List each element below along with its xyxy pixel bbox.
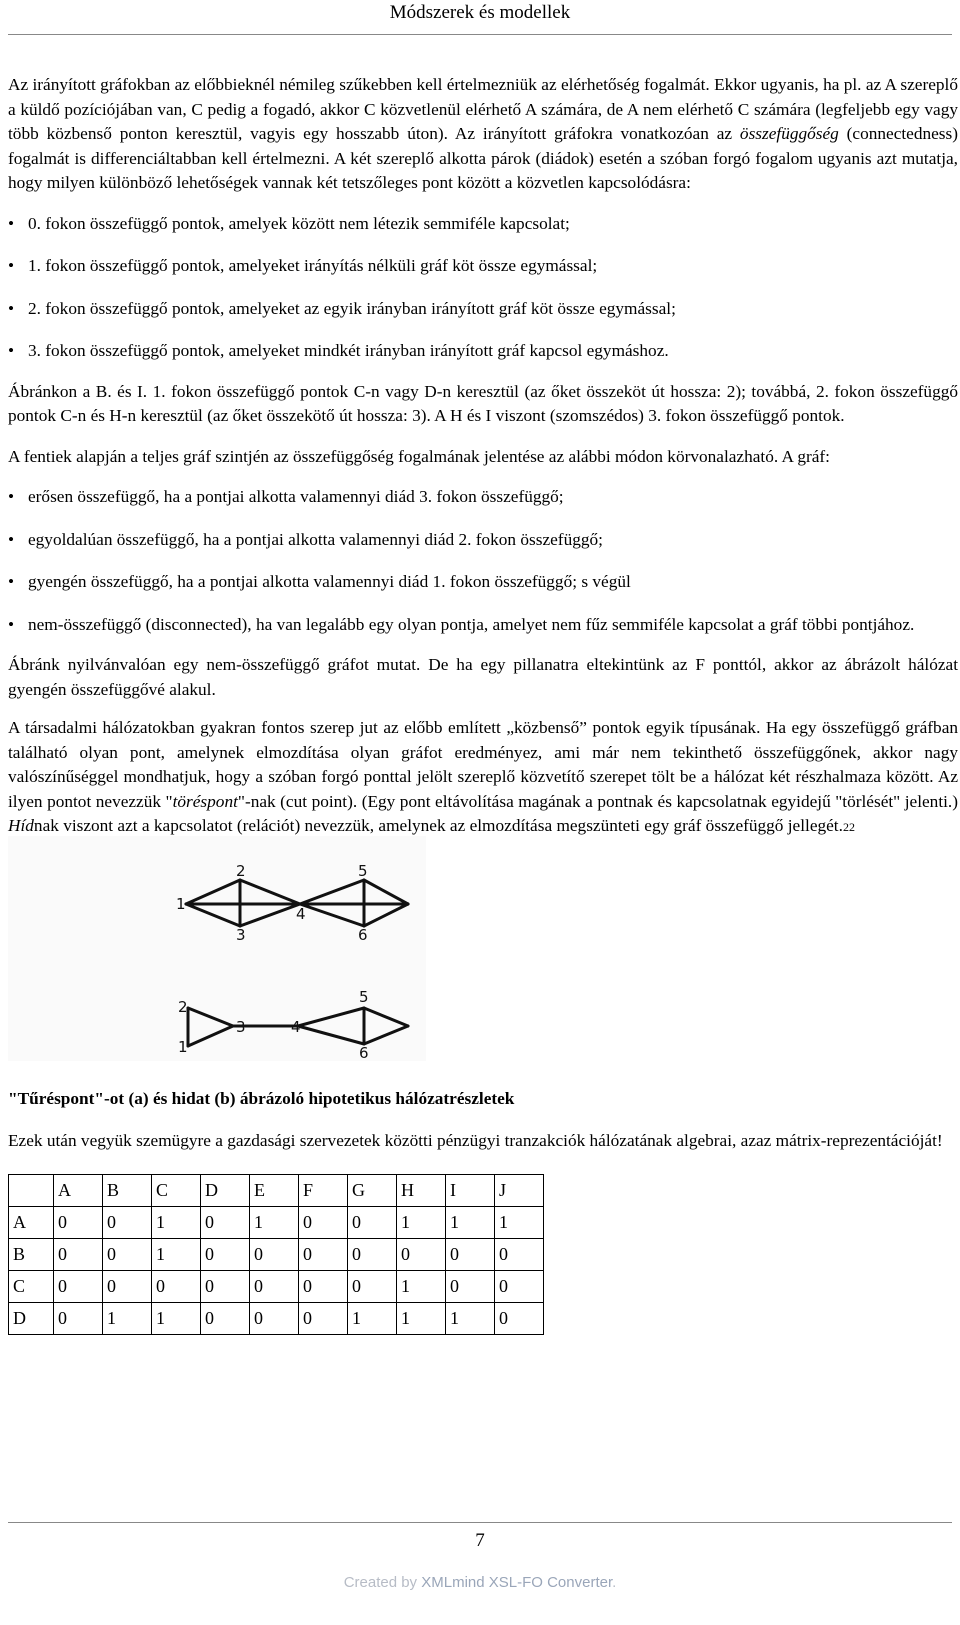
table-cell: 0 [54, 1238, 103, 1270]
list-item: • 3. fokon összefüggő pontok, amelyeket mindkét irányban irányított gráf kapcsol egymáshoz. [8, 339, 958, 364]
paragraph-reachability [8, 73, 958, 196]
table-header-cell: D [201, 1174, 250, 1206]
table-cell: 0 [250, 1302, 299, 1334]
table-header-cell: J [495, 1174, 544, 1206]
table-cell: 1 [103, 1302, 152, 1334]
table-cell: 1 [397, 1302, 446, 1334]
creator-brand-link[interactable]: XMLmind XSL-FO Converter [421, 1574, 613, 1591]
italic-term: Híd [8, 816, 34, 835]
creator-period: . [612, 1574, 617, 1591]
row-label-cell: A [9, 1206, 54, 1238]
italic-term: töréspont [172, 791, 238, 811]
list-item: • 2. fokon összefüggő pontok, amelyeket az egyik irányban irányított gráf köt össze egymással; [8, 297, 958, 322]
paragraph-text: (connectedness) fogalmát is differenciáltabban kell értelmezni. A két szereplő alkotta párok (diádok) esetén a szóban forgó fogalom ugyanis azt mutatja, hogy milyen különböző lehetőségek vannak két tetszőleges pont között a közvetlen kapcsolódásra: [8, 124, 958, 192]
table-cell: 0 [348, 1270, 397, 1302]
graph-node-label: 1 [178, 1037, 188, 1056]
graph-node-label: 4 [296, 904, 306, 923]
table-cell: 0 [201, 1270, 250, 1302]
table-header-cell: A [54, 1174, 103, 1206]
graph-node-label: 2 [236, 861, 246, 880]
table-cell: 0 [446, 1270, 495, 1302]
table-cell: 1 [446, 1206, 495, 1238]
table-cell: 1 [495, 1206, 544, 1238]
table-header-cell: I [446, 1174, 495, 1206]
list-item: • 1. fokon összefüggő pontok, amelyeket irányítás nélküli gráf köt össze egymással; [8, 254, 958, 279]
adjacency-matrix [8, 1174, 544, 1335]
table-cell: 0 [250, 1238, 299, 1270]
table-cell: 1 [446, 1302, 495, 1334]
table-cell: 1 [397, 1206, 446, 1238]
list-item: • gyengén összefüggő, ha a pontjai alkotta valamennyi diád 1. fokon összefüggő; s végül [8, 570, 958, 595]
row-label-cell: B [9, 1238, 54, 1270]
paragraph-matrix-intro: Ezek után vegyük szemügyre a gazdasági szervezetek közötti pénzügyi tranzakciók hálózatának algebrai, azaz mátrix-reprezentációját! [8, 1131, 943, 1150]
table-cell: 0 [495, 1270, 544, 1302]
table-cell: 1 [152, 1206, 201, 1238]
table-cell: 0 [201, 1238, 250, 1270]
row-label-cell: D [9, 1302, 54, 1334]
graph-node-label: 3 [236, 925, 246, 944]
table-header-cell [9, 1174, 54, 1206]
table-cell: 1 [348, 1302, 397, 1334]
table-row [9, 1238, 544, 1270]
table-cell: 0 [54, 1302, 103, 1334]
footer-rule [8, 1522, 952, 1523]
connectivity-list [8, 485, 958, 637]
table-cell: 0 [299, 1238, 348, 1270]
paragraph-example: Ábránkon a B. és I. 1. fokon összefüggő pontok C-n vagy D-n keresztül (az őket összeköt út hossza: 2); továbbá, 2. fokon összefüggő pontok C-n és H-n keresztül (az őket összekötő út hossza: 3). A H és I viszont (szomszédos) 3. fokon összefüggő pontok. [8, 381, 958, 425]
table-cell: 0 [397, 1238, 446, 1270]
paragraph-text: Az irányított gráfokban az előbbieknél némileg szűkebben kell értelmezniük az elérhetőség fogalmát. Ekkor ugyanis, ha pl. az A szereplő a küldő pozíciójában van, C pedig a fogadó, akkor C közvetlenül elérhető A számára, de A nem elérhető C számára (legfeljebb egy vagy több közbenső ponton keresztül, vagyis egy hosszabb úton). Az irányított gráfokra vonatkozóan az [8, 75, 958, 143]
table-header-cell: E [250, 1174, 299, 1206]
creator-text: Created by [343, 1574, 422, 1591]
table-header-cell: C [152, 1174, 201, 1206]
table-cell: 0 [299, 1302, 348, 1334]
table-cell: 0 [495, 1302, 544, 1334]
table-cell: 0 [495, 1238, 544, 1270]
table-cell: 0 [152, 1270, 201, 1302]
table-cell: 0 [201, 1302, 250, 1334]
degree-list [8, 212, 958, 364]
graph-node-label: 6 [358, 925, 368, 944]
table-cell: 0 [299, 1270, 348, 1302]
table-cell: 0 [103, 1206, 152, 1238]
graph-node-label: 6 [359, 1043, 369, 1061]
table-cell: 1 [152, 1302, 201, 1334]
table-cell: 0 [446, 1238, 495, 1270]
table-header-cell: G [348, 1174, 397, 1206]
table-header-cell: F [299, 1174, 348, 1206]
running-header: Módszerek és modellek [389, 2, 571, 23]
network-diagrams [8, 836, 438, 1061]
table-cell: 0 [348, 1238, 397, 1270]
page-number: 7 [475, 1530, 485, 1551]
graph-node-label: 5 [359, 987, 369, 1006]
table-row [9, 1302, 544, 1334]
paragraph-text: "-nak (cut point). (Egy pont eltávolítása magának a pontnak és kapcsolatnak egyidejű "törlését" jelenti.) [237, 791, 958, 811]
table-header-cell: H [397, 1174, 446, 1206]
table-row [9, 1270, 544, 1302]
paragraph-graph-level: A fentiek alapján a teljes gráf szintjén az összefüggőség fogalmának jelentése az alábbi módon körvonalazható. A gráf: [8, 446, 830, 466]
table-cell: 0 [299, 1206, 348, 1238]
list-item: • erősen összefüggő, ha a pontjai alkotta valamennyi diád 3. fokon összefüggő; [8, 485, 958, 510]
table-cell: 0 [201, 1206, 250, 1238]
table-cell: 0 [54, 1270, 103, 1302]
graph-node-label: 2 [178, 997, 188, 1016]
table-cell: 1 [250, 1206, 299, 1238]
header-rule [8, 34, 952, 35]
table-cell: 1 [397, 1270, 446, 1302]
paragraph-text: nak viszont azt a kapcsolatot (relációt) nevezzük, amelynek az elmozdítása megszünteti egy gráf összefüggő jellegét. [33, 816, 843, 835]
row-label-cell: C [9, 1270, 54, 1302]
list-item: • 0. fokon összefüggő pontok, amelyek között nem létezik semmiféle kapcsolat; [8, 212, 958, 237]
italic-term: összefüggőség [739, 124, 839, 143]
page-content [8, 73, 958, 1335]
paragraph-cut-point [8, 716, 958, 840]
table-cell: 0 [103, 1238, 152, 1270]
table-cell: 0 [54, 1206, 103, 1238]
table-cell: 0 [250, 1270, 299, 1302]
footnote-ref[interactable]: 22 [842, 820, 855, 834]
graph-node-label: 3 [236, 1017, 246, 1036]
graph-node-label: 1 [176, 894, 186, 913]
list-item: • egyoldalúan összefüggő, ha a pontjai alkotta valamennyi diád 2. fokon összefüggő; [8, 528, 958, 553]
table-header-cell: B [103, 1174, 152, 1206]
table-row [9, 1206, 544, 1238]
paragraph-disconnected: Ábránk nyilvánvalóan egy nem-összefüggő gráfot mutat. De ha egy pillanatra eltekintünk az F ponttól, akkor az ábrázolt hálózat gyengén összefüggővé alakul. [8, 655, 958, 699]
table-cell: 0 [348, 1206, 397, 1238]
table-cell: 1 [152, 1238, 201, 1270]
paragraph-text: A társadalmi hálózatokban gyakran fontos szerep jut az előbb említett „közbenső” pontok egyik típusának. Ha egy összefüggő gráfban található olyan pont, amelynek elmozdítása olyan gráfot eredményez, ami már nem tekinthető összefüggőnek, akkor nagy valószínűséggel mondhatjuk, hogy a szóban forgó ponttal jelölt szereplő közvetítő szerepet tölt be a hálózat két részhalmaza között. Az ilyen pontot nevezzük " [8, 718, 958, 811]
table-header-row [9, 1174, 544, 1206]
graph-node-label: 4 [291, 1017, 301, 1036]
creator-note [0, 1574, 960, 1591]
graph-node-label: 5 [358, 861, 368, 880]
network-figure [8, 836, 958, 1061]
table-cell: 0 [103, 1270, 152, 1302]
list-item: • nem-összefüggő (disconnected), ha van legalább egy olyan pontja, amelyet nem fűz semmiféle kapcsolat a gráf többi pontjához. [8, 613, 958, 638]
figure-caption: "Tűréspont"-ot (a) és hidat (b) ábrázoló hipotetikus hálózatrészletek [8, 1088, 515, 1108]
